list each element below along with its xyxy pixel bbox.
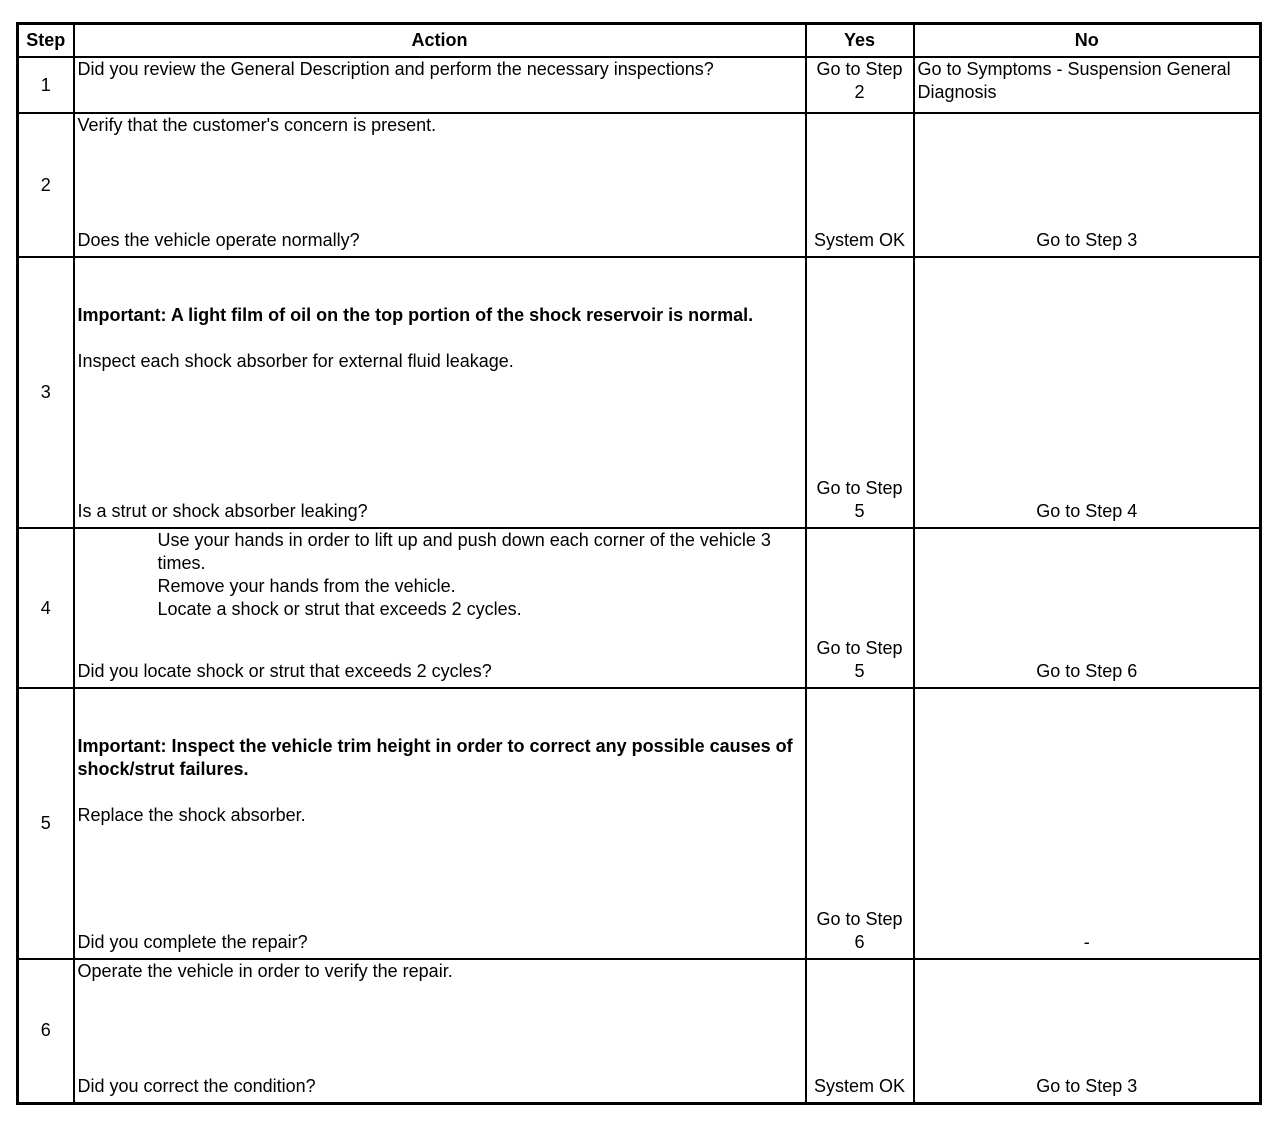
no-cell xyxy=(914,959,1261,1103)
important-note: Important: A light film of oil on the top portion of the shock reservoir is normal. xyxy=(77,305,754,325)
diagnostic-table xyxy=(16,22,1262,1105)
no-cell xyxy=(914,688,1261,959)
no-cell xyxy=(914,113,1261,257)
yes-text: Go to Step 6 xyxy=(816,909,903,952)
no-cell: Go to Symptoms - Suspension General Diagnosis xyxy=(914,57,1261,113)
yes-text: System OK xyxy=(813,1076,906,1096)
important-note: Important: Inspect the vehicle trim height in order to correct any possible causes of shock/strut failures. xyxy=(77,736,793,779)
step-number: 6 xyxy=(18,959,74,1103)
action-cell xyxy=(74,257,806,528)
action-cell xyxy=(74,959,806,1103)
question-text: Did you complete the repair? xyxy=(77,932,308,952)
header-no: No xyxy=(914,24,1261,58)
yes-cell xyxy=(806,257,914,528)
action-text: Did you review the General Description and perform the necessary inspections? xyxy=(74,57,806,113)
no-text: Go to Step 4 xyxy=(1036,501,1138,521)
table-row xyxy=(18,528,1261,688)
header-step: Step xyxy=(18,24,74,58)
header-row xyxy=(18,24,1261,58)
table-row xyxy=(18,257,1261,528)
yes-text: System OK xyxy=(813,230,906,250)
yes-text: Go to Step 5 xyxy=(816,638,903,681)
question-text: Did you locate shock or strut that exceeds 2 cycles? xyxy=(77,661,492,681)
action-text: Verify that the customer's concern is present. xyxy=(77,115,437,135)
action-cell xyxy=(74,688,806,959)
step-number: 3 xyxy=(18,257,74,528)
no-text: Go to Step 3 xyxy=(1036,230,1138,250)
yes-cell: Go to Step 2 xyxy=(806,57,914,113)
header-action: Action xyxy=(74,24,806,58)
yes-cell xyxy=(806,688,914,959)
table-row xyxy=(18,57,1261,113)
step-number: 1 xyxy=(18,57,74,113)
action-cell xyxy=(74,528,806,688)
action-text: Replace the shock absorber. xyxy=(77,805,306,825)
yes-cell xyxy=(806,113,914,257)
list-item: Remove your hands from the vehicle. xyxy=(157,576,456,596)
action-cell xyxy=(74,113,806,257)
no-cell xyxy=(914,528,1261,688)
question-text: Is a strut or shock absorber leaking? xyxy=(77,501,368,521)
step-number: 4 xyxy=(18,528,74,688)
no-text: - xyxy=(1083,932,1090,952)
action-text: Operate the vehicle in order to verify the repair. xyxy=(77,961,453,981)
yes-cell xyxy=(806,528,914,688)
no-cell xyxy=(914,257,1261,528)
step-number: 5 xyxy=(18,688,74,959)
list-item: Locate a shock or strut that exceeds 2 cycles. xyxy=(157,599,522,619)
table-row xyxy=(18,959,1261,1103)
header-yes: Yes xyxy=(806,24,914,58)
question-text: Did you correct the condition? xyxy=(77,1076,316,1096)
table-row xyxy=(18,688,1261,959)
yes-text: Go to Step 5 xyxy=(816,478,903,521)
list-item: Use your hands in order to lift up and push down each corner of the vehicle 3 times. xyxy=(157,530,771,573)
yes-cell xyxy=(806,959,914,1103)
step-number: 2 xyxy=(18,113,74,257)
table-row xyxy=(18,113,1261,257)
question-text: Does the vehicle operate normally? xyxy=(77,230,360,250)
action-text: Inspect each shock absorber for external fluid leakage. xyxy=(77,351,514,371)
no-text: Go to Step 3 xyxy=(1036,1076,1138,1096)
no-text: Go to Step 6 xyxy=(1036,661,1138,681)
